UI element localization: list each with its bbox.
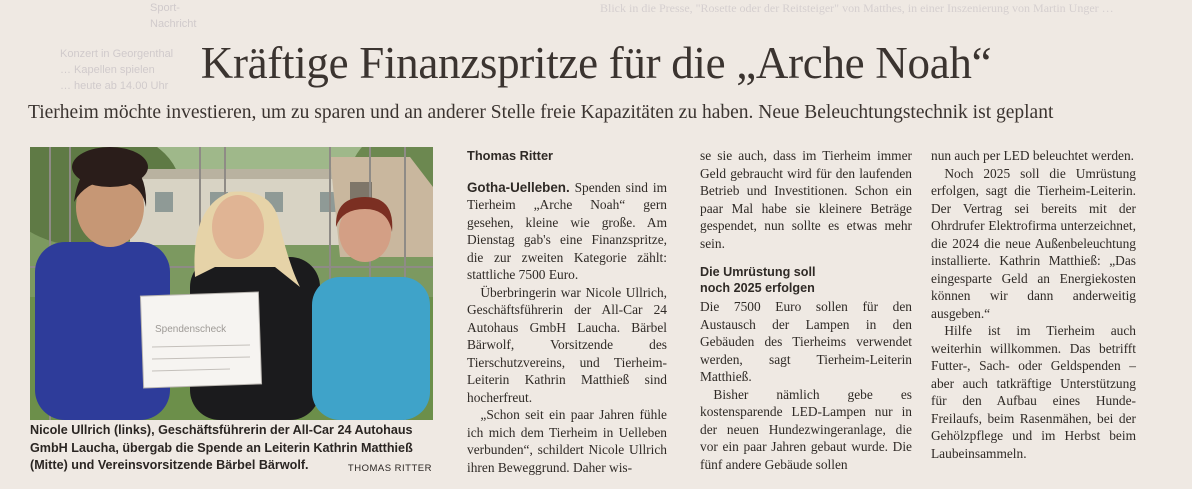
article-paragraph: Bisher nämlich gebe es kostensparende LED-Lampen nur in der neuen Hundezwingeranlage, die vor ein paar Jahren gebaut wurde. Die fünf andere Gebäude sollen [700, 386, 912, 472]
article-paragraph: Überbringerin war Nicole Ullrich, Geschäftsführerin der All-Car 24 Autohaus GmbH Laucha. Bärbel Bärwolf, Vorsitzende des Tierschutzvereins, und Tierheim-Leiterin Kathrin Matthieß sind hocherfreut. [467, 284, 667, 405]
article-paragraph: „Schon seit ein paar Jahren fühle ich mich dem Tierheim in Uelleben verbunden“, schildert Nicole Ullrich ihren Beweggrund. Daher wis- [467, 407, 667, 475]
article-paragraph: Hilfe ist im Tierheim auch weiterhin willkommen. Das betrifft Futter-, Sach- oder Geldspenden – aber auch tatkräftige Unterstützung für den Aufbau eines Hunde-Freilaufs, beim Rasenmähen, bei der Gehölzpflege und im Herbst beim Laubeinsammeln. [931, 323, 1136, 461]
bleed-line: … Kapellen spielen [60, 64, 155, 76]
article-column-1 [467, 147, 667, 476]
article-headline: Kräftige Finanzspritze für die „Arche Noah“ [200, 38, 992, 88]
subhead-line: Die Umrüstung soll [700, 265, 816, 279]
paragraph-text: Spenden sind im Tierheim „Arche Noah“ gern gesehen, kleine wie große. Am Dienstag gab's eine Finanzspritze, die zur zweiten Kategorie zählt: stattliche 7500 Euro. [467, 179, 667, 282]
bleed-line: … heute ab 14.00 Uhr [60, 80, 169, 92]
bleed-line: Sport-Nachricht [150, 2, 197, 30]
article-subhead [700, 264, 912, 296]
bleed-through-text: Blick in die Presse, "Rosette oder der Reitsteiger" von Matthes, in einer Inszenierung von Martin Unger … [600, 1, 1114, 15]
article-paragraph: nun auch per LED beleuchtet werden. [931, 148, 1135, 163]
bleed-line: Konzert in Georgenthal [60, 48, 174, 60]
article-paragraph [467, 179, 667, 284]
article-photo [30, 147, 433, 420]
article-column-2 [700, 147, 912, 473]
dateline: Gotha-Uelleben. [467, 179, 570, 195]
subhead-line: noch 2025 erfolgen [700, 281, 815, 295]
photo-caption [30, 422, 440, 478]
article-paragraph: Die 7500 Euro sollen für den Austausch der Lampen in den Gebäuden des Tierheims verwendet werden, sagt Tierheim-Leiterin Matthieß. [700, 299, 912, 384]
caption-text: Nicole Ullrich (links), Geschäftsführerin der All-Car 24 Autohaus GmbH Laucha, übergab die Spende an Leiterin Kathrin Matthieß (Mitte) und Vereinsvorsitzende Bärbel Bärwolf. [30, 423, 413, 472]
photo-illustration [30, 147, 433, 420]
article-paragraph: se sie auch, dass im Tierheim immer Geld gebraucht wird für den laufenden Betrieb und Investitionen. Schon ein paar Mal habe sie kleinere Beträge gespendet, nun sollte es etwas mehr sein. [700, 148, 912, 251]
article-column-3 [931, 147, 1136, 462]
article-author: Thomas Ritter [467, 148, 554, 163]
photo-credit: THOMAS RITTER [347, 463, 432, 474]
article-paragraph: Noch 2025 soll die Umrüstung erfolgen, sagt die Tierheim-Leiterin. Der Vertrag sei bereits mit der Ohrdrufer Elektrofirma unterzeichnet, die 2024 die neue Außenbeleuchtung installierte. Kathrin Matthieß: „Das eingesparte Geld an Energiekosten können wir dann anderweitig ausgeben.“ [931, 165, 1136, 321]
certificate-text: Spendenscheck [155, 324, 227, 335]
article-subheadline: Tierheim möchte investieren, um zu sparen und an anderer Stelle freie Kapazitäten zu haben. Neue Beleuchtungstechnik ist geplant [28, 102, 1054, 123]
